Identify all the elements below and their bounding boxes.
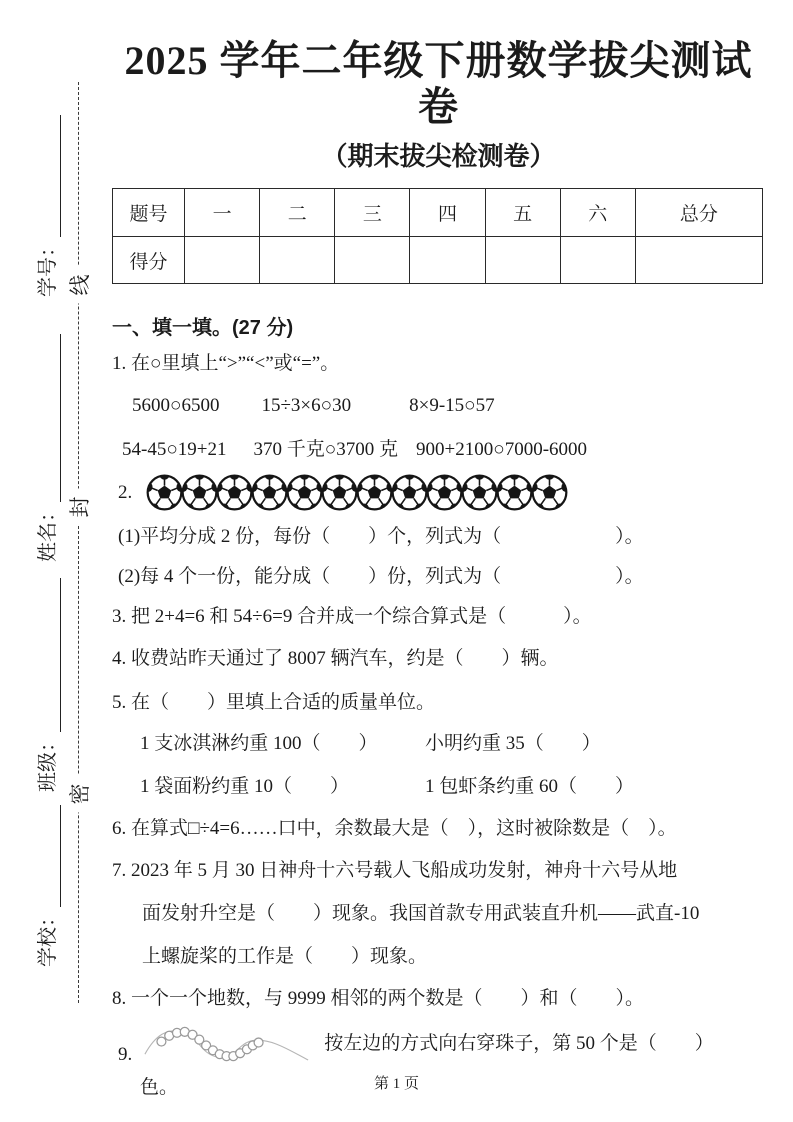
soccer-ball-icon: [356, 474, 393, 511]
score-cell: [635, 237, 762, 284]
expression: 900+2100○7000-6000: [416, 439, 588, 460]
question-8: 8. 一个一个地数，与 9999 相邻的两个数是（ ）和（ ）。: [112, 988, 645, 1009]
soccer-ball-icon: [391, 474, 428, 511]
item: 1 包虾条约重 60（ ）: [425, 776, 635, 797]
soccer-ball-icon: [531, 474, 568, 511]
student-number-field: [35, 115, 61, 297]
score-cell: [560, 237, 635, 284]
col-part-3: 三: [335, 189, 410, 237]
expression: 8×9-15○57: [409, 395, 495, 416]
soccer-ball-icon: [426, 474, 463, 511]
score-cell: [185, 237, 260, 284]
soccer-ball-icon: [146, 474, 183, 511]
class-field: [35, 578, 61, 792]
paper-title: 2025 学年二年级下册数学拔尖测试卷: [124, 38, 753, 129]
col-total: 总分: [635, 189, 762, 237]
score-table: [112, 188, 763, 284]
question-9-text: 按左边的方式向右穿珠子，第 50 个是（ ）: [324, 1032, 714, 1054]
soccer-ball-icon: [181, 474, 218, 511]
expression: 15÷3×6○30: [261, 395, 352, 416]
soccer-ball-icon: [286, 474, 323, 511]
question-9: [112, 1021, 765, 1066]
question-2: [112, 474, 765, 511]
question-7-line-2: 面发射升空是（ ）现象。我国首款专用武装直升机——武直-10: [142, 903, 700, 924]
col-question-number: 题号: [113, 189, 185, 237]
score-row-label: 得分: [113, 237, 185, 284]
col-part-4: 四: [410, 189, 485, 237]
question-3: 3. 把 2+4=6 和 54÷6=9 合并成一个综合算式是（ ）。: [112, 606, 592, 627]
student-number-blank: [40, 115, 61, 237]
item: 1 支冰淇淋约重 100（ ）: [140, 733, 378, 754]
bead-string-image: [142, 1021, 312, 1066]
score-cell: [335, 237, 410, 284]
class-label: 班级：: [37, 732, 59, 792]
question-5-row-1: [112, 732, 765, 756]
name-label: 姓名：: [37, 502, 59, 562]
seal-dashed-line: [78, 82, 79, 1003]
paper-subtitle: （期末拔尖检测卷）: [321, 142, 556, 171]
score-cell: [410, 237, 485, 284]
question-4: 4. 收费站昨天通过了 8007 辆汽车，约是（ ）辆。: [112, 648, 559, 669]
soccer-ball-icon: [251, 474, 288, 511]
student-number-label: 学号：: [37, 237, 59, 297]
class-blank: [40, 578, 61, 732]
question-1-row-1: [112, 394, 765, 418]
question-7-line-3: 上螺旋桨的工作是（ ）现象。: [142, 946, 428, 967]
seal-char-feng: 封: [62, 489, 96, 526]
seal-char-mi: 密: [62, 776, 96, 813]
question-5: 5. 在（ ）里填上合适的质量单位。: [112, 692, 436, 713]
question-1-row-2: [112, 438, 765, 462]
page-number: 第 1 页: [373, 1076, 419, 1092]
name-blank: [40, 334, 61, 502]
seal-char-xian: 线: [62, 267, 96, 304]
score-cell: [485, 237, 560, 284]
question-5-row-2: [112, 775, 765, 799]
col-part-6: 六: [560, 189, 635, 237]
soccer-ball-icon: [216, 474, 253, 511]
question-1: 1. 在○里填上“>”“<”或“=”。: [112, 353, 340, 374]
exam-paper: [112, 0, 765, 1100]
soccer-ball-icon: [496, 474, 533, 511]
school-blank: [40, 805, 61, 907]
score-table-score-row: [113, 237, 763, 284]
soccer-ball-icon: [461, 474, 498, 511]
question-6: 6. 在算式□÷4=6……口中，余数最大是（ ），这时被除数是（ ）。: [112, 818, 677, 839]
col-part-1: 一: [185, 189, 260, 237]
name-field: [35, 334, 61, 562]
section-1-heading: 一、填一填。(27 分): [112, 317, 294, 339]
question-7-line-1: 7. 2023 年 5 月 30 日神舟十六号载人飞船成功发射，神舟十六号从地: [112, 860, 678, 881]
question-2-item-2: (2)每 4 个一份，能分成（ ）份，列式为（ ）。: [118, 566, 644, 587]
col-part-2: 二: [260, 189, 335, 237]
score-cell: [260, 237, 335, 284]
school-label: 学校：: [37, 907, 59, 967]
item: 1 袋面粉约重 10（ ）: [140, 776, 350, 797]
expression: 54-45○19+21: [122, 439, 227, 460]
question-2-number: 2.: [118, 481, 133, 503]
question-9-number: 9.: [118, 1044, 133, 1065]
col-part-5: 五: [485, 189, 560, 237]
soccer-ball-icon: [321, 474, 358, 511]
question-9-text-2: 色。: [140, 1077, 179, 1098]
item: 小明约重 35（ ）: [425, 733, 601, 754]
expression: 370 千克○3700 克: [253, 439, 399, 460]
school-field: [35, 805, 61, 967]
question-2-item-1: (1)平均分成 2 份，每份（ ）个，列式为（ ）。: [118, 526, 644, 547]
score-table-header-row: [113, 189, 763, 237]
expression: 5600○6500: [132, 395, 220, 416]
soccer-ball-row: [146, 474, 566, 511]
